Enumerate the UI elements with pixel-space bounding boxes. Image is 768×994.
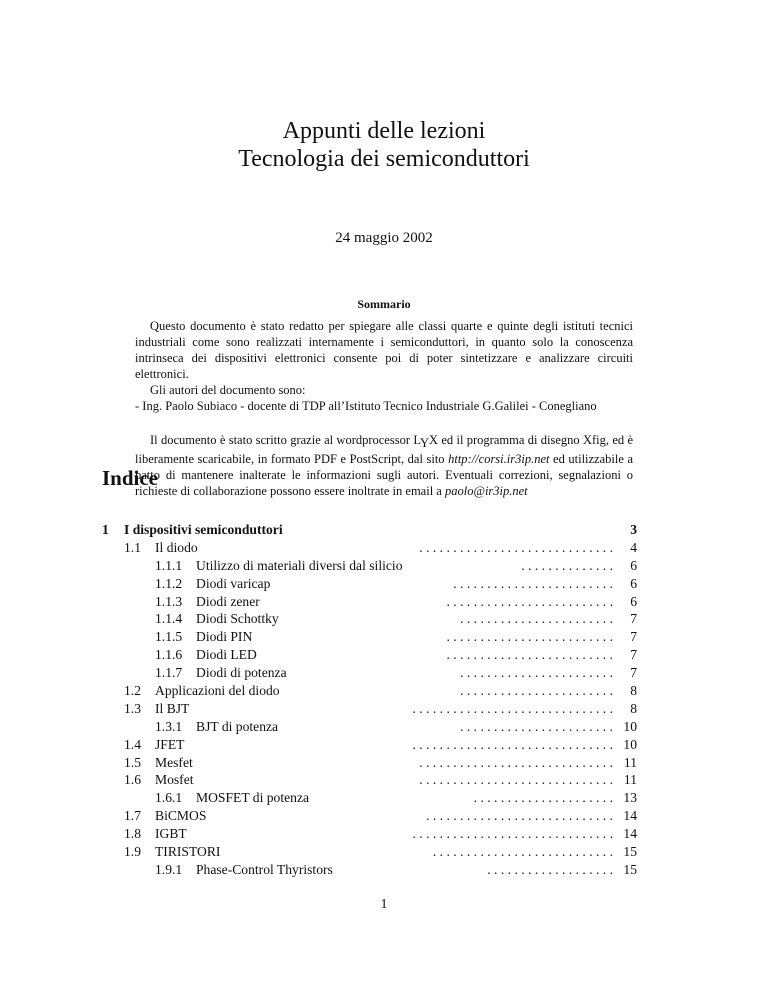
document-title-line1: Appunti delle lezioni: [282, 118, 486, 144]
toc-entry-label: Mesfet: [155, 754, 193, 770]
toc-entry-number: 1.1.7: [155, 665, 183, 681]
toc-leader-dots: . . . . . . . . . . . . . . . . . . . . . . . . . . . . . .: [412, 700, 613, 716]
document-date: 24 maggio 2002: [335, 230, 433, 246]
toc-entry[interactable]: [102, 861, 637, 879]
toc-entry[interactable]: [102, 593, 637, 611]
toc-entry[interactable]: [102, 718, 637, 736]
lyx-logo-y: Y: [419, 436, 429, 450]
toc-entry-number: 1.3.1: [155, 718, 183, 734]
toc-entry-label: Il diodo: [155, 539, 198, 555]
toc-entry-label: Utilizzo di materiali diversi dal silicio: [196, 557, 403, 573]
toc-entry-page: 15: [623, 844, 637, 860]
toc-entry[interactable]: [102, 557, 637, 575]
toc-entry-page: 4: [630, 539, 637, 555]
toc-entry-page: 7: [630, 665, 637, 681]
toc-entry-page: 13: [623, 790, 637, 806]
toc-heading: Indice: [102, 466, 159, 490]
toc-entry-label: Diodi LED: [196, 647, 257, 663]
toc-leader-dots: . . . . . . . . . . . . . . . . . . . . . . . . . . .: [432, 844, 613, 860]
toc-entry-label: I dispositivi semiconduttori: [124, 522, 283, 537]
toc-entry[interactable]: [102, 736, 637, 754]
abstract-authors-intro: Gli autori del documento sono:: [150, 383, 306, 397]
toc-entry[interactable]: [102, 575, 637, 593]
toc-leader-dots: . . . . . . . . . . . . . . . . . . . . . . . . . . . . .: [419, 754, 613, 770]
toc-entry-label: BiCMOS: [155, 808, 207, 824]
toc-leader-dots: . . . . . . . . . . . . . .: [521, 557, 613, 573]
abstract-paragraph-license: Il documento è stato scritto grazie al wordprocessor $L_YX$ ed il programma di disegno Xfig, ed è liberamente scaricabile, in formato PDF e PostScript, dal sito http://corsi.ir3ip.net ed utilizzabile a patto di mantenere inalterate le informazioni sugli autori. Eventuali correzioni, segnalazioni o richieste di collaborazione possono essere inoltrate in email a paolo@ir3ip.net: [135, 433, 633, 498]
toc-entry[interactable]: [102, 646, 637, 664]
toc-entry-page: 6: [630, 593, 637, 609]
toc-entry-label: IGBT: [155, 826, 187, 842]
toc-leader-dots: . . . . . . . . . . . . . . . . . . . . . . .: [460, 718, 613, 734]
toc-leader-dots: . . . . . . . . . . . . . . . . . . . . . . . . . . . . .: [419, 772, 613, 788]
toc-leader-dots: . . . . . . . . . . . . . . . . . . .: [487, 861, 613, 877]
toc-entry-label: Diodi di potenza: [196, 665, 287, 681]
toc-entry-page: 8: [630, 683, 637, 699]
toc-entry-number: 1.3: [124, 700, 141, 716]
toc-entry-label: MOSFET di potenza: [196, 790, 310, 806]
toc-leader-dots: . . . . . . . . . . . . . . . . . . . . . . . . .: [446, 629, 613, 645]
toc-entry-page: 10: [623, 718, 637, 734]
toc-entry-label: Il BJT: [155, 700, 190, 716]
toc-leader-dots: . . . . . . . . . . . . . . . . . . . . . . .: [460, 611, 613, 627]
toc-entry-label: Applicazioni del diodo: [155, 683, 280, 699]
toc-entry-number: 1.5: [124, 754, 141, 770]
toc-entry-page: 7: [630, 647, 637, 663]
toc-entry-page: 10: [623, 736, 637, 752]
toc-entry-number: 1.1.1: [155, 557, 183, 573]
toc-leader-dots: . . . . . . . . . . . . . . . . . . . . . . . .: [453, 575, 613, 591]
toc-entry[interactable]: [102, 700, 637, 718]
toc-leader-dots: . . . . . . . . . . . . . . . . . . . . . . .: [460, 665, 613, 681]
toc-leader-dots: . . . . . . . . . . . . . . . . . . . . . . . . .: [446, 593, 613, 609]
toc-entry[interactable]: [102, 754, 637, 772]
toc-entry-label: BJT di potenza: [196, 718, 279, 734]
toc-entry-number: 1.1: [124, 539, 141, 555]
toc-entry-number: 1.8: [124, 826, 141, 842]
toc-entry[interactable]: [102, 682, 637, 700]
toc-entry-page: 15: [623, 861, 637, 877]
page-number: 1: [380, 897, 388, 912]
toc-entry-number: 1.9.1: [155, 861, 183, 877]
document-title-line2: Tecnologia dei semiconduttori: [238, 146, 530, 172]
toc-entry-page: 7: [630, 629, 637, 645]
toc-entry-number: 1.6.1: [155, 790, 183, 806]
toc-entry[interactable]: [102, 610, 637, 628]
toc-entry-page: 11: [623, 754, 637, 770]
toc-leader-dots: . . . . . . . . . . . . . . . . . . . . . . . . . . . .: [426, 808, 613, 824]
toc-entry-number: 1.1.2: [155, 575, 183, 591]
toc-entry-page: 6: [630, 557, 637, 573]
toc-entry-label: Diodi zener: [196, 593, 260, 609]
abstract: [135, 318, 633, 499]
toc-entry[interactable]: [102, 664, 637, 682]
toc-entry-page: 14: [623, 826, 637, 842]
abstract-heading: Sommario: [357, 297, 411, 311]
toc-entry-number: 1.1.5: [155, 629, 183, 645]
email-link[interactable]: paolo@ir3ip.net: [444, 484, 528, 498]
toc-leader-dots: . . . . . . . . . . . . . . . . . . . . . . . . . . . . .: [419, 539, 613, 555]
toc-entry[interactable]: [102, 771, 637, 789]
abstract-paragraph-purpose: Questo documento è stato redatto per spiegare alle classi quarte e quinte degli istituti tecnici industriali come sono realizzati internamente i semiconduttori, in quanto solo la conoscenza intrinseca dei dispositivi elettronici consente poi di poter sintetizzare e analizzare circuiti elettronici.: [135, 319, 633, 381]
website-link[interactable]: http://corsi.ir3ip.net: [448, 452, 550, 466]
toc-leader-dots: . . . . . . . . . . . . . . . . . . . . . . . . .: [446, 647, 613, 663]
toc-entry-number: 1.9: [124, 844, 141, 860]
toc-entry-number: 1.1.6: [155, 647, 183, 663]
abstract-author: - Ing. Paolo Subiaco - docente di TDP all’Istituto Tecnico Industriale G.Galilei - Conegliano: [135, 399, 597, 413]
toc-entry-page: 3: [630, 522, 637, 537]
toc-entry-label: Diodi PIN: [196, 629, 253, 645]
toc-entry-number: 1.2: [124, 683, 141, 699]
toc-leader-dots: . . . . . . . . . . . . . . . . . . . . .: [473, 790, 613, 806]
toc-entry[interactable]: [102, 789, 637, 807]
toc-leader-dots: . . . . . . . . . . . . . . . . . . . . . . . . . . . . . .: [412, 736, 613, 752]
toc-entry-number: 1.7: [124, 808, 141, 824]
toc-entry-number: 1.4: [124, 736, 141, 752]
toc-entry-number: 1.1.4: [155, 611, 183, 627]
toc-entry-label: Diodi Schottky: [196, 611, 279, 627]
toc-entry[interactable]: [102, 521, 637, 539]
toc-entry[interactable]: [102, 843, 637, 861]
toc-entry-label: JFET: [155, 736, 185, 752]
toc-entry[interactable]: [102, 628, 637, 646]
toc-entry-label: TIRISTORI: [155, 844, 221, 860]
toc-entry-page: 6: [630, 575, 637, 591]
toc-entry-page: 11: [623, 772, 637, 788]
toc-leader-dots: . . . . . . . . . . . . . . . . . . . . . . . . . . . . . .: [412, 826, 613, 842]
toc-entry-page: 14: [623, 808, 637, 824]
toc-entry-number: 1.1.3: [155, 593, 183, 609]
toc-entry-label: Diodi varicap: [196, 575, 271, 591]
toc-entry-number: 1: [102, 522, 109, 537]
toc-entry[interactable]: [102, 539, 637, 557]
toc-entry-page: 8: [630, 700, 637, 716]
toc-entry-page: 7: [630, 611, 637, 627]
toc-entry[interactable]: [102, 807, 637, 825]
toc-entry-label: Phase-Control Thyristors: [196, 861, 333, 877]
table-of-contents: [102, 521, 637, 879]
toc-leader-dots: . . . . . . . . . . . . . . . . . . . . . . .: [460, 683, 613, 699]
toc-entry-number: 1.6: [124, 772, 141, 788]
toc-entry-label: Mosfet: [155, 772, 194, 788]
toc-entry[interactable]: [102, 825, 637, 843]
